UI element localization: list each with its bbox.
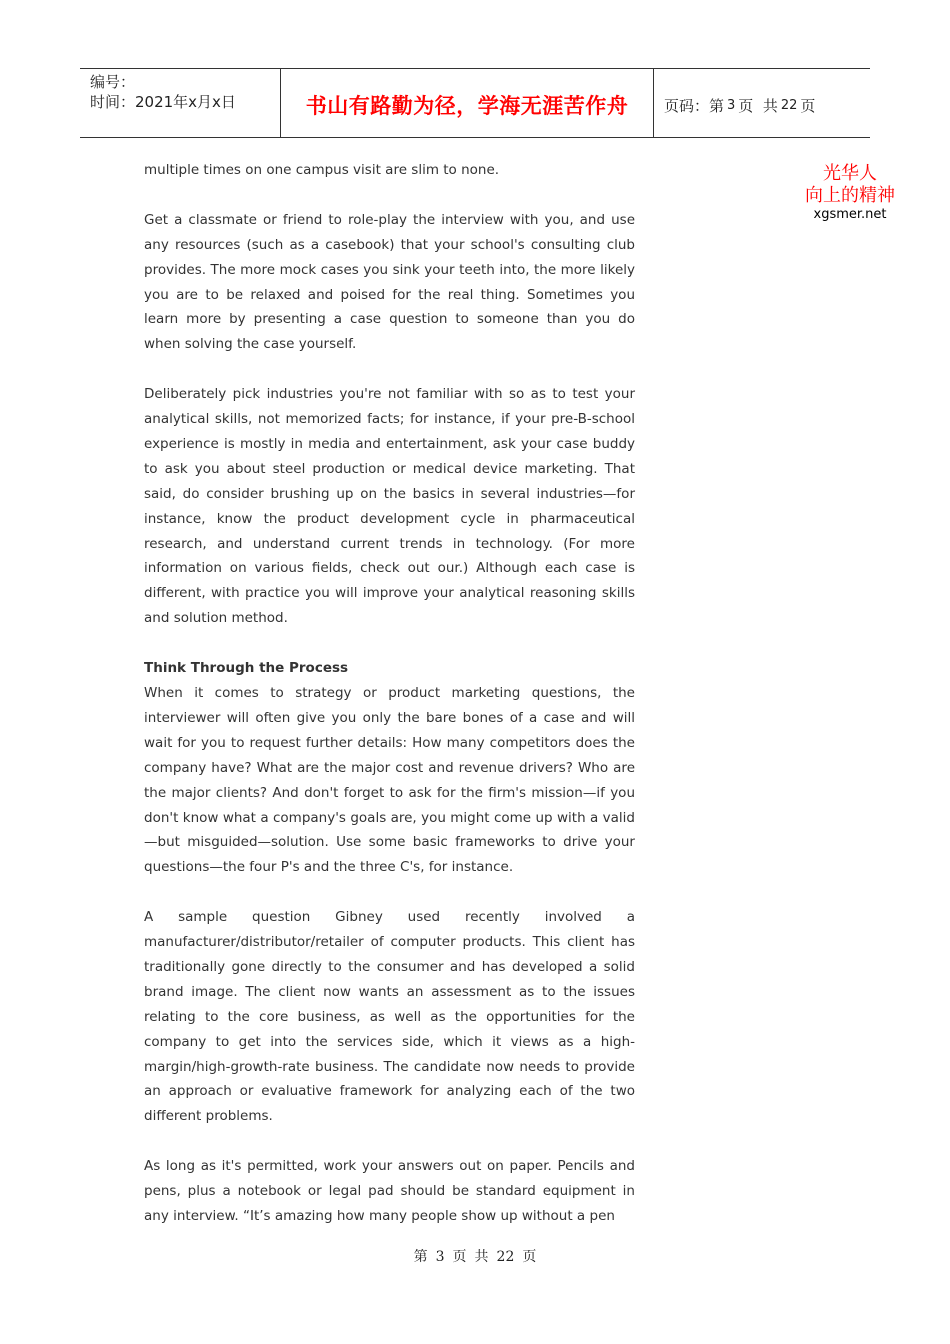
time-label: 时间：2021年x月x日 [90, 93, 236, 111]
footer-prefix: 第 [413, 1249, 428, 1265]
page-total: 22 [780, 97, 798, 113]
paragraph: As long as it's permitted, work your answers out on paper. Pencils and pens, plus a notebook or legal pad should be standard equipment in any interview. “It’s amazing how many people show up without a pen [144, 1158, 635, 1224]
footer-current: 3 [435, 1249, 445, 1265]
stamp-line1: 光华人 [823, 163, 877, 184]
stamp-url: xgsmer.net [813, 207, 887, 222]
footer-suffix: 页 [522, 1249, 537, 1265]
watermark-stamp [790, 163, 910, 223]
paragraph: When it comes to strategy or product marketing questions, the interviewer will often give you only the bare bones of a case and will wait for you to request further details: How many competitors does the company have? What are the major cost and revenue drivers? Who are the major clients? And don't forget to ask for the firm's mission—if you don't know what a company's goals are, you might come up with a valid—but misguided—solution. Use some basic frameworks to drive your questions—the four P's and the three C's, for instance. [144, 684, 635, 876]
serial-label: 编号： [90, 73, 136, 91]
paragraph: A sample question Gibney used recently involved a manufacturer/distributor/retailer of computer products. This client has traditionally gone directly to the consumer and has developed a solid brand image. The client now wants an assessment as to the issues relating to the core business, as well as the opportunities for the company to get into the services side, which it views as a high-margin/high-growth-rate business. The candidate now needs to provide an approach or evaluative framework for analyzing each of the two different problems. [144, 909, 635, 1125]
header-meta [80, 69, 281, 137]
header-motto: 书山有路勤为径，学海无涯苦作舟 [305, 94, 629, 118]
page-prefix: 页码：第 [664, 96, 725, 115]
header-page-number [654, 69, 870, 137]
paragraph: Deliberately pick industries you're not familiar with so as to test your analytical skills, not memorized facts; for instance, if your pre-B-school experience is mostly in media and entertainment, ask your case buddy to ask you about steel production or medical device marketing. That said, do consider brushing up on the basics in several industries—for instance, know the product development cycle in pharmaceutical research, and understand current trends in technology. (For more information on various fields, check out our.) Although each case is different, with practice you will improve your analytical reasoning skills and solution method. [144, 386, 635, 627]
stamp-line2: 向上的精神 [805, 185, 895, 206]
document-body [144, 158, 635, 1229]
page-current: 3 [727, 97, 736, 113]
header-motto-cell [281, 69, 654, 137]
footer-mid1: 页 [452, 1249, 467, 1265]
paragraph: Get a classmate or friend to role-play the interview with you, and use any resources (such as a casebook) that your school's consulting club provides. The more mock cases you sink your teeth into, the more likely you are to be relaxed and poised for the real thing. Sometimes you learn more by presenting a case question to someone than you do when solving the case yourself. [144, 211, 635, 353]
footer-total: 22 [496, 1249, 515, 1265]
paragraph: multiple times on one campus visit are slim to none. [144, 162, 500, 178]
page-header [80, 68, 870, 138]
section-heading: Think Through the Process [144, 660, 349, 677]
page-footer [0, 1246, 950, 1266]
footer-mid2: 共 [474, 1249, 489, 1265]
page-suffix: 页 [800, 96, 816, 115]
page-mid: 页 共 [738, 96, 778, 115]
